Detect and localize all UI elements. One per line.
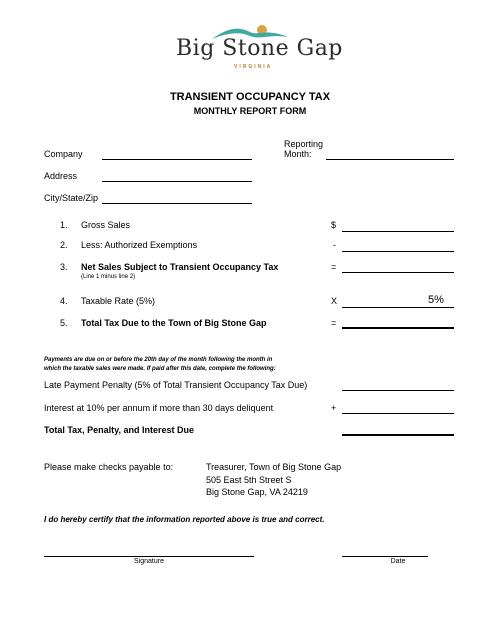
date-field[interactable] [342, 556, 428, 557]
logo-name: Big Stone Gap [176, 36, 343, 61]
payable-line-1: Treasurer, Town of Big Stone Gap [206, 462, 342, 472]
line-2-number: 2. [60, 240, 68, 250]
total-due-label: Total Tax, Penalty, and Interest Due [44, 425, 195, 435]
company-label: Company [44, 149, 83, 159]
address-label: Address [44, 171, 78, 181]
line-3-symbol: = [331, 262, 337, 272]
payable-line-2: 505 East 5th Street S [206, 475, 292, 485]
line-2-symbol: - [333, 240, 336, 250]
month-field[interactable] [326, 159, 454, 160]
payment-note-1: Payments are due on or before the 20th day of the month following the month in [44, 357, 273, 363]
form-subtitle: MONTHLY REPORT FORM [193, 106, 307, 116]
interest-field[interactable] [342, 413, 454, 414]
line-1-field[interactable] [342, 231, 454, 232]
form-title: TRANSIENT OCCUPANCY TAX [169, 91, 331, 103]
line-5-field[interactable] [342, 327, 454, 329]
line-3-number: 3. [60, 262, 68, 272]
line-3-note: (Line 1 minus line 2) [81, 274, 136, 280]
month-label: Month: [284, 149, 312, 159]
line-4-label: Taxable Rate (5%) [81, 296, 156, 306]
signature-field[interactable] [44, 556, 254, 557]
payment-note-2: which the taxable sales were made. If paid after this date, complete the following: [44, 366, 276, 372]
city-field[interactable] [102, 203, 252, 204]
line-5-symbol: = [331, 318, 337, 328]
line-4-value: 5% [428, 294, 444, 306]
signature-label: Signature [134, 558, 164, 565]
line-4-symbol: X [331, 296, 338, 306]
certify-statement: I do hereby certify that the information reported above is true and correct. [44, 515, 325, 524]
date-label: Date [390, 558, 406, 565]
line-1-symbol: $ [331, 220, 337, 230]
line-3-label: Net Sales Subject to Transient Occupancy Tax [81, 262, 279, 272]
address-field[interactable] [102, 181, 252, 182]
line-3-field[interactable] [342, 272, 454, 273]
payable-label: Please make checks payable to: [44, 462, 174, 472]
total-due-field[interactable] [342, 434, 454, 436]
interest-label: Interest at 10% per annum if more than 30 days deliquent [44, 403, 274, 413]
line-1-label: Gross Sales [81, 220, 131, 230]
payable-line-3: Big Stone Gap, VA 24219 [206, 487, 308, 497]
late-penalty-label: Late Payment Penalty (5% of Total Transient Occupancy Tax Due) [44, 380, 308, 390]
reporting-label: Reporting [284, 139, 324, 149]
logo [170, 22, 343, 74]
line-5-label: Total Tax Due to the Town of Big Stone Gap [81, 318, 267, 328]
logo-subtitle: VIRGINIA [234, 64, 273, 70]
late-penalty-field[interactable] [342, 390, 454, 391]
line-4-number: 4. [60, 296, 68, 306]
line-2-label: Less: Authorized Exemptions [81, 240, 198, 250]
line-5-number: 5. [60, 318, 68, 328]
interest-symbol: + [331, 403, 337, 413]
company-field[interactable] [102, 159, 252, 160]
line-4-field[interactable] [342, 307, 454, 308]
line-1-number: 1. [60, 220, 68, 230]
line-2-field[interactable] [342, 251, 454, 252]
city-label: City/State/Zip [44, 193, 99, 203]
